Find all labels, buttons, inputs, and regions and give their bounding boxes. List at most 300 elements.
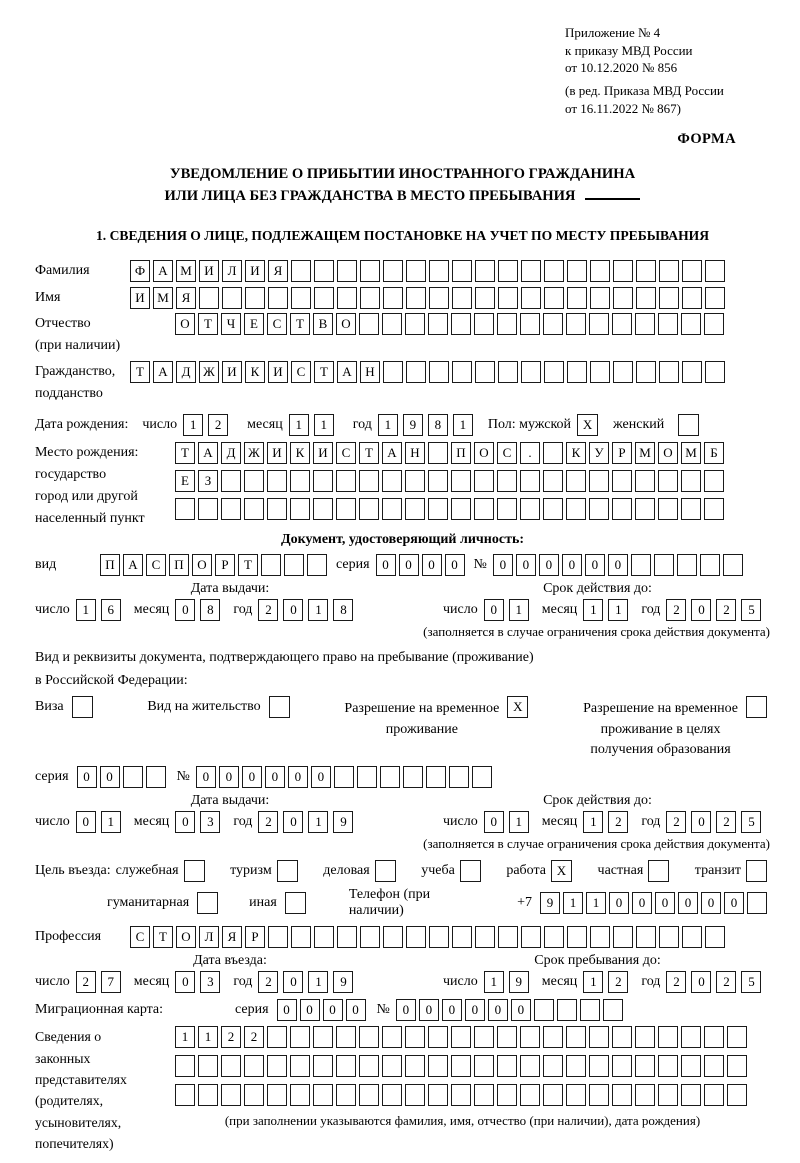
char-cell[interactable] <box>359 1026 379 1048</box>
char-cell[interactable]: В <box>313 313 333 335</box>
char-cell[interactable] <box>613 361 633 383</box>
char-cell[interactable] <box>520 1026 540 1048</box>
char-cell[interactable] <box>245 287 265 309</box>
char-cell[interactable] <box>405 313 425 335</box>
char-cell[interactable] <box>700 554 720 576</box>
char-cell[interactable] <box>612 1084 632 1106</box>
char-cell[interactable]: 9 <box>333 971 353 993</box>
char-cell[interactable]: 0 <box>691 971 711 993</box>
char-cell[interactable] <box>589 1026 609 1048</box>
char-cell[interactable]: 0 <box>484 811 504 833</box>
char-cell[interactable]: Л <box>199 926 219 948</box>
char-cell[interactable]: 7 <box>101 971 121 993</box>
char-cell[interactable] <box>635 1055 655 1077</box>
char-cell[interactable]: 0 <box>175 599 195 621</box>
char-cell[interactable]: 0 <box>300 999 320 1021</box>
doc-number-boxes[interactable] <box>493 554 746 576</box>
char-cell[interactable] <box>375 860 396 882</box>
char-cell[interactable] <box>403 766 423 788</box>
char-cell[interactable]: А <box>198 442 218 464</box>
char-cell[interactable]: И <box>268 361 288 383</box>
doc-expiry-day-boxes[interactable] <box>484 599 534 621</box>
purpose-study-checkbox[interactable] <box>460 860 484 882</box>
char-cell[interactable] <box>705 287 725 309</box>
char-cell[interactable] <box>498 361 518 383</box>
char-cell[interactable]: А <box>123 554 143 576</box>
char-cell[interactable]: 0 <box>376 554 396 576</box>
char-cell[interactable] <box>682 260 702 282</box>
guardians-boxes-row-2[interactable] <box>175 1055 750 1077</box>
char-cell[interactable] <box>380 766 400 788</box>
char-cell[interactable]: 0 <box>701 892 721 914</box>
char-cell[interactable] <box>175 1084 195 1106</box>
char-cell[interactable]: 1 <box>308 599 328 621</box>
char-cell[interactable] <box>520 498 540 520</box>
char-cell[interactable] <box>567 287 587 309</box>
char-cell[interactable]: 0 <box>493 554 513 576</box>
char-cell[interactable] <box>520 470 540 492</box>
char-cell[interactable] <box>612 1026 632 1048</box>
char-cell[interactable] <box>648 860 669 882</box>
char-cell[interactable] <box>313 498 333 520</box>
char-cell[interactable] <box>429 926 449 948</box>
char-cell[interactable]: 0 <box>76 811 96 833</box>
phone-boxes[interactable] <box>540 892 770 914</box>
char-cell[interactable] <box>290 498 310 520</box>
char-cell[interactable] <box>123 766 143 788</box>
char-cell[interactable] <box>382 1084 402 1106</box>
char-cell[interactable] <box>589 313 609 335</box>
char-cell[interactable]: 0 <box>288 766 308 788</box>
char-cell[interactable] <box>428 470 448 492</box>
char-cell[interactable] <box>658 1055 678 1077</box>
char-cell[interactable] <box>267 498 287 520</box>
char-cell[interactable] <box>590 260 610 282</box>
char-cell[interactable]: 2 <box>716 599 736 621</box>
char-cell[interactable] <box>244 470 264 492</box>
char-cell[interactable] <box>359 1084 379 1106</box>
char-cell[interactable] <box>198 498 218 520</box>
char-cell[interactable] <box>635 1084 655 1106</box>
char-cell[interactable] <box>704 470 724 492</box>
char-cell[interactable] <box>475 260 495 282</box>
residence-expiry-month-boxes[interactable] <box>583 811 633 833</box>
char-cell[interactable]: 0 <box>511 999 531 1021</box>
char-cell[interactable]: 1 <box>101 811 121 833</box>
stay-day-boxes[interactable] <box>484 971 534 993</box>
char-cell[interactable]: 2 <box>258 811 278 833</box>
char-cell[interactable] <box>566 1055 586 1077</box>
char-cell[interactable] <box>521 260 541 282</box>
char-cell[interactable] <box>452 260 472 282</box>
char-cell[interactable]: И <box>130 287 150 309</box>
doc-kind-boxes[interactable] <box>100 554 330 576</box>
char-cell[interactable] <box>566 1026 586 1048</box>
char-cell[interactable] <box>520 1055 540 1077</box>
char-cell[interactable]: 1 <box>509 599 529 621</box>
char-cell[interactable]: 0 <box>283 971 303 993</box>
char-cell[interactable] <box>681 313 701 335</box>
char-cell[interactable] <box>382 470 402 492</box>
char-cell[interactable] <box>198 1084 218 1106</box>
residence-issue-day-boxes[interactable] <box>76 811 126 833</box>
char-cell[interactable] <box>612 470 632 492</box>
char-cell[interactable] <box>451 1084 471 1106</box>
char-cell[interactable] <box>612 498 632 520</box>
char-cell[interactable] <box>291 260 311 282</box>
char-cell[interactable] <box>566 1084 586 1106</box>
char-cell[interactable] <box>429 287 449 309</box>
char-cell[interactable] <box>544 926 564 948</box>
char-cell[interactable]: 0 <box>608 554 628 576</box>
char-cell[interactable]: А <box>153 361 173 383</box>
char-cell[interactable]: 1 <box>509 811 529 833</box>
char-cell[interactable] <box>567 260 587 282</box>
char-cell[interactable] <box>567 926 587 948</box>
char-cell[interactable]: Т <box>153 926 173 948</box>
char-cell[interactable]: 1 <box>453 414 473 436</box>
char-cell[interactable] <box>613 926 633 948</box>
char-cell[interactable]: И <box>245 260 265 282</box>
char-cell[interactable] <box>313 470 333 492</box>
char-cell[interactable] <box>704 1055 724 1077</box>
char-cell[interactable]: Ж <box>244 442 264 464</box>
char-cell[interactable]: 8 <box>200 599 220 621</box>
char-cell[interactable] <box>589 498 609 520</box>
char-cell[interactable]: М <box>153 287 173 309</box>
char-cell[interactable] <box>313 1026 333 1048</box>
char-cell[interactable]: 0 <box>399 554 419 576</box>
char-cell[interactable] <box>269 696 290 718</box>
char-cell[interactable]: 0 <box>632 892 652 914</box>
char-cell[interactable] <box>314 260 334 282</box>
doc-expiry-month-boxes[interactable] <box>583 599 633 621</box>
char-cell[interactable]: М <box>681 442 701 464</box>
char-cell[interactable] <box>474 470 494 492</box>
char-cell[interactable] <box>543 313 563 335</box>
doc-expiry-year-boxes[interactable] <box>666 599 766 621</box>
char-cell[interactable]: 2 <box>76 971 96 993</box>
char-cell[interactable] <box>428 1026 448 1048</box>
char-cell[interactable]: 9 <box>540 892 560 914</box>
char-cell[interactable]: П <box>169 554 189 576</box>
residence-series-boxes[interactable] <box>77 766 169 788</box>
char-cell[interactable]: 9 <box>509 971 529 993</box>
char-cell[interactable]: 0 <box>442 999 462 1021</box>
char-cell[interactable] <box>359 1055 379 1077</box>
char-cell[interactable]: О <box>474 442 494 464</box>
char-cell[interactable] <box>406 260 426 282</box>
char-cell[interactable]: И <box>267 442 287 464</box>
char-cell[interactable] <box>635 498 655 520</box>
residence-issue-year-boxes[interactable] <box>258 811 358 833</box>
char-cell[interactable] <box>267 1026 287 1048</box>
char-cell[interactable] <box>474 498 494 520</box>
char-cell[interactable]: 0 <box>724 892 744 914</box>
purpose-business-checkbox[interactable] <box>375 860 399 882</box>
char-cell[interactable]: Я <box>222 926 242 948</box>
char-cell[interactable]: 0 <box>265 766 285 788</box>
char-cell[interactable]: 0 <box>77 766 97 788</box>
char-cell[interactable] <box>659 361 679 383</box>
char-cell[interactable] <box>544 287 564 309</box>
char-cell[interactable]: О <box>175 313 195 335</box>
char-cell[interactable] <box>636 287 656 309</box>
birth-year-boxes[interactable] <box>378 414 478 436</box>
char-cell[interactable] <box>612 1055 632 1077</box>
char-cell[interactable]: 0 <box>175 811 195 833</box>
char-cell[interactable] <box>498 287 518 309</box>
char-cell[interactable] <box>382 498 402 520</box>
char-cell[interactable] <box>472 766 492 788</box>
char-cell[interactable]: 1 <box>183 414 203 436</box>
char-cell[interactable]: 5 <box>741 811 761 833</box>
citizenship-boxes[interactable] <box>130 361 728 383</box>
char-cell[interactable] <box>405 1026 425 1048</box>
char-cell[interactable]: М <box>635 442 655 464</box>
char-cell[interactable] <box>727 1026 747 1048</box>
char-cell[interactable]: У <box>589 442 609 464</box>
char-cell[interactable]: 1 <box>314 414 334 436</box>
residence-permit-checkbox[interactable] <box>269 696 293 718</box>
char-cell[interactable]: 0 <box>445 554 465 576</box>
char-cell[interactable] <box>221 470 241 492</box>
char-cell[interactable] <box>285 892 306 914</box>
char-cell[interactable] <box>746 860 767 882</box>
char-cell[interactable] <box>543 442 563 464</box>
char-cell[interactable] <box>284 554 304 576</box>
char-cell[interactable]: А <box>382 442 402 464</box>
given-name-boxes[interactable] <box>130 287 728 309</box>
char-cell[interactable] <box>520 1084 540 1106</box>
char-cell[interactable] <box>429 260 449 282</box>
char-cell[interactable] <box>681 1026 701 1048</box>
char-cell[interactable] <box>451 1026 471 1048</box>
char-cell[interactable] <box>405 1084 425 1106</box>
char-cell[interactable]: 1 <box>583 971 603 993</box>
char-cell[interactable]: К <box>290 442 310 464</box>
char-cell[interactable] <box>474 1026 494 1048</box>
char-cell[interactable] <box>613 260 633 282</box>
char-cell[interactable]: П <box>100 554 120 576</box>
char-cell[interactable] <box>497 470 517 492</box>
char-cell[interactable] <box>428 498 448 520</box>
migration-number-boxes[interactable] <box>396 999 626 1021</box>
char-cell[interactable]: 9 <box>403 414 423 436</box>
char-cell[interactable]: 2 <box>258 971 278 993</box>
char-cell[interactable] <box>307 554 327 576</box>
char-cell[interactable] <box>451 498 471 520</box>
char-cell[interactable]: И <box>222 361 242 383</box>
char-cell[interactable] <box>452 926 472 948</box>
purpose-tourism-checkbox[interactable] <box>277 860 301 882</box>
char-cell[interactable] <box>654 554 674 576</box>
char-cell[interactable] <box>290 1084 310 1106</box>
char-cell[interactable]: 6 <box>101 599 121 621</box>
char-cell[interactable] <box>382 1026 402 1048</box>
char-cell[interactable]: К <box>245 361 265 383</box>
char-cell[interactable]: 0 <box>516 554 536 576</box>
char-cell[interactable]: 1 <box>608 599 628 621</box>
char-cell[interactable] <box>704 498 724 520</box>
guardians-boxes-row-3[interactable] <box>175 1084 750 1106</box>
char-cell[interactable] <box>603 999 623 1021</box>
char-cell[interactable] <box>146 766 166 788</box>
char-cell[interactable] <box>428 313 448 335</box>
char-cell[interactable]: Р <box>215 554 235 576</box>
char-cell[interactable] <box>566 498 586 520</box>
char-cell[interactable]: О <box>336 313 356 335</box>
char-cell[interactable] <box>277 860 298 882</box>
char-cell[interactable] <box>704 313 724 335</box>
char-cell[interactable]: И <box>313 442 333 464</box>
char-cell[interactable]: 5 <box>741 971 761 993</box>
char-cell[interactable]: 0 <box>175 971 195 993</box>
purpose-transit-checkbox[interactable] <box>746 860 770 882</box>
char-cell[interactable] <box>460 860 481 882</box>
char-cell[interactable] <box>543 1084 563 1106</box>
doc-issue-year-boxes[interactable] <box>258 599 358 621</box>
char-cell[interactable]: 3 <box>200 971 220 993</box>
char-cell[interactable] <box>429 361 449 383</box>
char-cell[interactable] <box>336 470 356 492</box>
char-cell[interactable]: Т <box>238 554 258 576</box>
char-cell[interactable] <box>498 926 518 948</box>
birth-month-boxes[interactable] <box>289 414 339 436</box>
char-cell[interactable]: 0 <box>242 766 262 788</box>
char-cell[interactable]: З <box>198 470 218 492</box>
char-cell[interactable]: И <box>199 260 219 282</box>
char-cell[interactable] <box>677 554 697 576</box>
char-cell[interactable]: 2 <box>716 971 736 993</box>
char-cell[interactable] <box>475 287 495 309</box>
char-cell[interactable] <box>566 313 586 335</box>
char-cell[interactable] <box>383 260 403 282</box>
char-cell[interactable] <box>383 361 403 383</box>
char-cell[interactable]: П <box>451 442 471 464</box>
char-cell[interactable]: 0 <box>283 599 303 621</box>
char-cell[interactable] <box>336 498 356 520</box>
char-cell[interactable]: 2 <box>666 811 686 833</box>
char-cell[interactable]: 1 <box>289 414 309 436</box>
char-cell[interactable]: 0 <box>484 599 504 621</box>
char-cell[interactable] <box>636 260 656 282</box>
char-cell[interactable] <box>452 361 472 383</box>
char-cell[interactable] <box>497 1026 517 1048</box>
char-cell[interactable] <box>636 361 656 383</box>
char-cell[interactable]: 0 <box>488 999 508 1021</box>
char-cell[interactable] <box>589 1055 609 1077</box>
char-cell[interactable]: Н <box>360 361 380 383</box>
char-cell[interactable] <box>244 498 264 520</box>
char-cell[interactable]: Р <box>245 926 265 948</box>
char-cell[interactable] <box>658 498 678 520</box>
char-cell[interactable]: Л <box>222 260 242 282</box>
char-cell[interactable] <box>428 1055 448 1077</box>
char-cell[interactable]: 0 <box>283 811 303 833</box>
residence-issue-month-boxes[interactable] <box>175 811 225 833</box>
char-cell[interactable] <box>222 287 242 309</box>
char-cell[interactable]: 1 <box>76 599 96 621</box>
char-cell[interactable] <box>658 1084 678 1106</box>
char-cell[interactable] <box>383 287 403 309</box>
char-cell[interactable] <box>336 1055 356 1077</box>
migration-series-boxes[interactable] <box>277 999 369 1021</box>
char-cell[interactable] <box>175 1055 195 1077</box>
char-cell[interactable] <box>197 892 218 914</box>
char-cell[interactable]: О <box>176 926 196 948</box>
char-cell[interactable] <box>498 260 518 282</box>
char-cell[interactable] <box>360 260 380 282</box>
char-cell[interactable] <box>337 926 357 948</box>
char-cell[interactable] <box>451 1055 471 1077</box>
char-cell[interactable]: 0 <box>691 599 711 621</box>
char-cell[interactable] <box>543 1026 563 1048</box>
char-cell[interactable] <box>635 1026 655 1048</box>
char-cell[interactable]: Т <box>359 442 379 464</box>
char-cell[interactable]: 0 <box>678 892 698 914</box>
char-cell[interactable]: 0 <box>346 999 366 1021</box>
char-cell[interactable] <box>474 1084 494 1106</box>
char-cell[interactable] <box>705 260 725 282</box>
patronymic-boxes[interactable] <box>175 313 727 335</box>
doc-issue-day-boxes[interactable] <box>76 599 126 621</box>
char-cell[interactable]: 0 <box>419 999 439 1021</box>
residence-number-boxes[interactable] <box>196 766 495 788</box>
char-cell[interactable] <box>727 1084 747 1106</box>
female-checkbox[interactable] <box>678 414 702 436</box>
char-cell[interactable]: 0 <box>323 999 343 1021</box>
char-cell[interactable] <box>705 926 725 948</box>
char-cell[interactable]: С <box>336 442 356 464</box>
char-cell[interactable] <box>360 287 380 309</box>
birth-day-boxes[interactable] <box>183 414 233 436</box>
char-cell[interactable] <box>244 1055 264 1077</box>
char-cell[interactable] <box>336 1084 356 1106</box>
char-cell[interactable]: 2 <box>716 811 736 833</box>
char-cell[interactable] <box>175 498 195 520</box>
char-cell[interactable]: 0 <box>196 766 216 788</box>
char-cell[interactable]: 2 <box>221 1026 241 1048</box>
char-cell[interactable] <box>580 999 600 1021</box>
char-cell[interactable] <box>658 313 678 335</box>
char-cell[interactable]: X <box>577 414 598 436</box>
char-cell[interactable] <box>474 1055 494 1077</box>
char-cell[interactable]: 0 <box>609 892 629 914</box>
char-cell[interactable]: 1 <box>175 1026 195 1048</box>
char-cell[interactable] <box>291 926 311 948</box>
char-cell[interactable] <box>261 554 281 576</box>
char-cell[interactable] <box>313 1055 333 1077</box>
char-cell[interactable] <box>631 554 651 576</box>
char-cell[interactable] <box>567 361 587 383</box>
char-cell[interactable]: 1 <box>378 414 398 436</box>
char-cell[interactable] <box>659 287 679 309</box>
char-cell[interactable] <box>497 1055 517 1077</box>
char-cell[interactable] <box>746 696 767 718</box>
char-cell[interactable]: О <box>658 442 678 464</box>
char-cell[interactable] <box>497 313 517 335</box>
char-cell[interactable]: 1 <box>308 971 328 993</box>
char-cell[interactable]: Т <box>130 361 150 383</box>
char-cell[interactable]: Т <box>290 313 310 335</box>
char-cell[interactable] <box>534 999 554 1021</box>
char-cell[interactable] <box>590 361 610 383</box>
stay-month-boxes[interactable] <box>583 971 633 993</box>
char-cell[interactable]: Б <box>704 442 724 464</box>
char-cell[interactable] <box>268 926 288 948</box>
male-checkbox[interactable] <box>577 414 601 436</box>
